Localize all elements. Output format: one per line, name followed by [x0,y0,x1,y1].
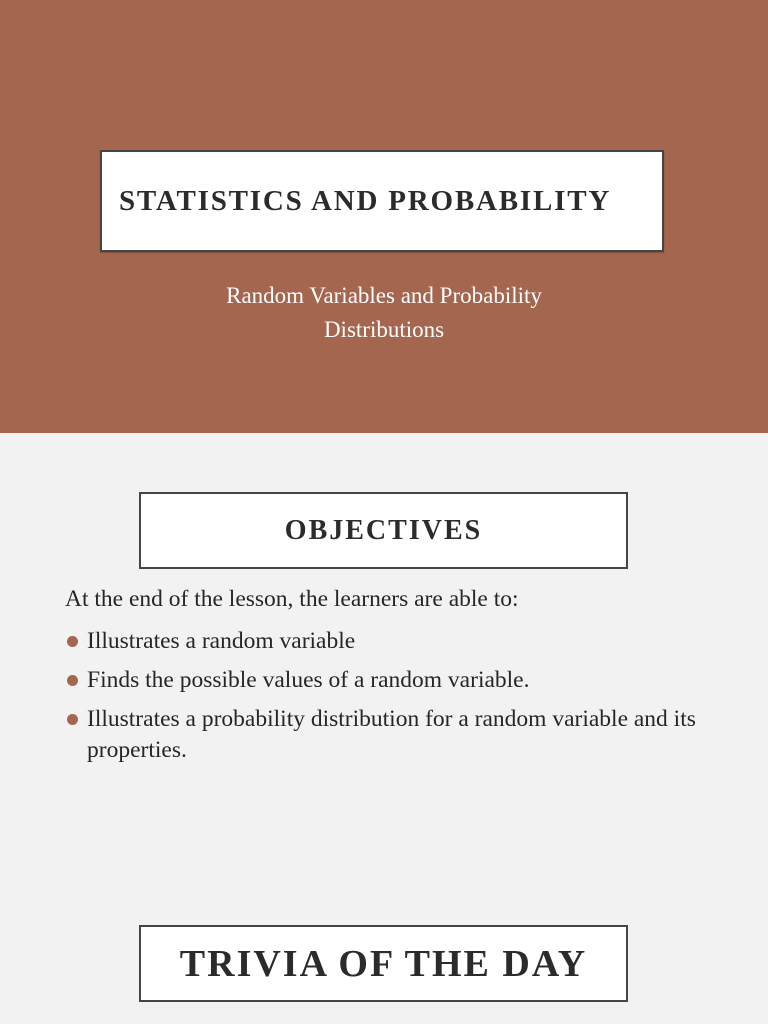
objectives-intro: At the end of the lesson, the learners are able to: [65,586,519,612]
list-item [65,626,705,657]
objectives-heading-box [139,492,628,569]
bullet-dot-icon [67,714,78,725]
slide-title: STATISTICS AND PROBABILITY [119,184,612,217]
subtitle-line-2: Distributions [323,317,445,342]
objectives-heading: OBJECTIVES [284,514,483,546]
title-slide [0,0,768,433]
list-item-text: Finds the possible values of a random variable. [87,667,530,693]
trivia-heading: TRIVIA OF THE DAY [179,942,588,985]
bullet-dot-icon [67,636,78,647]
title-box [100,150,664,252]
subtitle-line-1: Random Variables and Probability [226,283,542,308]
objectives-list [65,626,705,774]
trivia-heading-box [139,925,628,1002]
bullet-dot-icon [67,675,78,686]
list-item [65,665,705,696]
list-item-text: Illustrates a random variable [87,628,356,654]
list-item [65,704,705,766]
slide-subtitle [184,279,584,347]
list-item-text: Illustrates a probability distribution for a random variable and its properties. [87,706,696,763]
